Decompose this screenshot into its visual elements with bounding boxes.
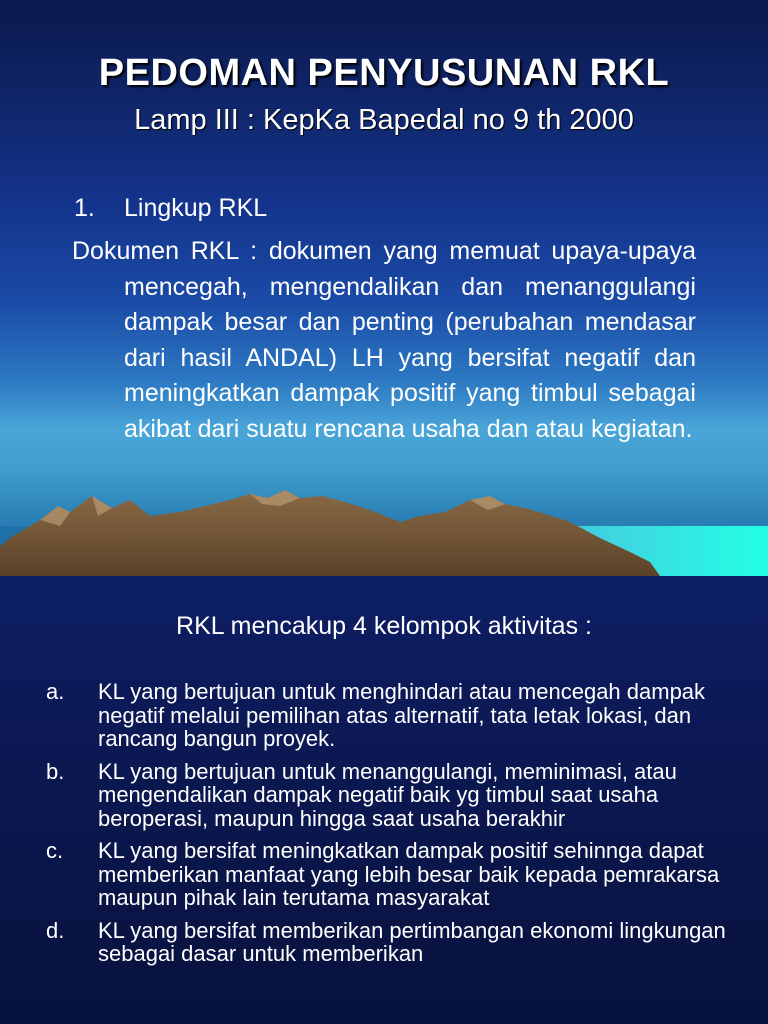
list-item-text: KL yang bertujuan untuk menghindari atau mencegah dampak negatif melalui pemilihan atas alternatif, tata letak lokasi, dan rancang bangun proyek. — [98, 679, 706, 751]
mountain-range-illustration — [0, 486, 768, 576]
list-marker: c. — [46, 838, 64, 863]
list-marker: d. — [46, 917, 65, 943]
slide-subtitle: Lamp III : KepKa Bapedal no 9 th 2000 — [134, 104, 634, 136]
slide-2 — [0, 576, 768, 1024]
list-item-text: KL yang bersifat meningkatkan dampak positif sehinnga dapat memberikan manfaat yang lebih besar baik kepada pemrakarsa maupun pihak lain terutama masyarakat — [98, 838, 720, 910]
list-item — [0, 839, 768, 910]
list-item — [0, 680, 768, 751]
heading-text: Lingkup RKL — [124, 194, 268, 222]
heading-number: 1. — [74, 194, 95, 222]
slide-2-title: RKL mencakup 4 kelompok aktivitas : — [176, 612, 592, 640]
list-marker: b. — [46, 758, 65, 784]
numbered-heading — [74, 194, 267, 223]
activity-list — [0, 680, 768, 966]
definition-paragraph: Dokumen RKL : dokumen yang memuat upaya-upaya mencegah, mengendalikan dan menanggulangi dampak besar dan penting (perubahan mendasar dari hasil ANDAL) LH yang bersifat negatif dan meningkatkan dampak positif yang timbul sebagai akibat dari suatu rencana usaha dan atau kegiatan. — [72, 237, 696, 443]
slide-title: PEDOMAN PENYUSUNAN RKL — [98, 52, 670, 94]
list-marker: a. — [46, 679, 65, 704]
list-item — [0, 919, 768, 966]
list-item-text: KL yang bersifat memberikan pertimbangan ekonomi lingkungan sebagai dasar untuk memberikan — [98, 917, 726, 966]
list-item — [0, 760, 768, 831]
list-item-text: KL yang bertujuan untuk menanggulangi, meminimasi, atau mengendalikan dampak negatif baik yg timbul saat usaha beroperasi, maupun hingga saat usaha berakhir — [98, 758, 677, 831]
